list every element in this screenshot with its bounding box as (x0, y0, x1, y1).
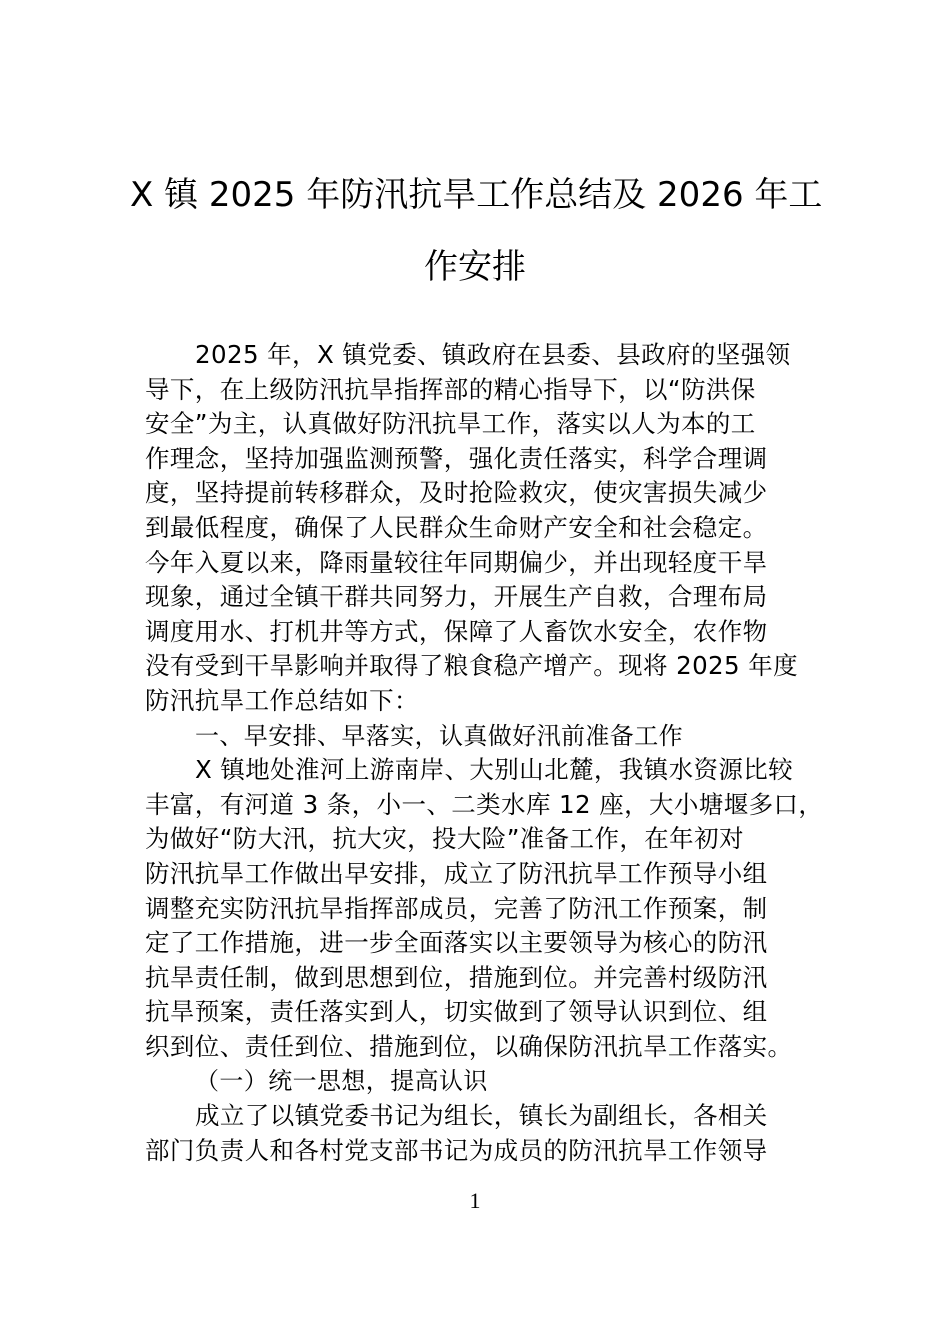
body-line: 安全”为主，认真做好防汛抗旱工作，落实以人为本的工 (145, 409, 756, 439)
body-line: 定了工作措施，进一步全面落实以主要领导为核心的防汛 (145, 928, 768, 958)
body-line: 防汛抗旱工作总结如下： (145, 685, 419, 715)
body-line: 没有受到干旱影响并取得了粮食稳产增产。现将 2025 年度 (145, 651, 799, 681)
body-line: 织到位、责任到位、措施到位，以确保防汛抗旱工作落实。 (145, 1031, 793, 1061)
page-number: 1 (469, 1188, 481, 1213)
body-line: 抗旱责任制，做到思想到位，措施到位。并完善村级防汛 (145, 962, 768, 992)
body-line: 调整充实防汛抗旱指挥部成员，完善了防汛工作预案，制 (145, 893, 768, 923)
section-heading: 一、早安排、早落实，认真做好汛前准备工作 (195, 721, 683, 750)
body-line: 现象，通过全镇干群共同努力，开展生产自救，合理布局 (145, 582, 768, 612)
body-line: 导下，在上级防汛抗旱指挥部的精心指导下，以“防洪保 (145, 374, 756, 404)
body-line: X 镇地处淮河上游南岸、大别山北麓，我镇水资源比较 (195, 755, 794, 785)
body-line: 作理念，坚持加强监测预警，强化责任落实，科学合理调 (145, 443, 768, 473)
body-line: 防汛抗旱工作做出早安排，成立了防汛抗旱工作预导小组 (145, 858, 768, 888)
document-title-line-2: 作安排 (424, 247, 526, 287)
document-body (145, 338, 835, 1168)
body-line: 部门负责人和各村党支部书记为成员的防汛抗旱工作领导 (145, 1135, 768, 1165)
subsection-heading: （一）统一思想，提高认识 (195, 1067, 488, 1096)
body-line: 今年入夏以来，降雨量较往年同期偏少，并出现轻度干旱 (145, 547, 768, 577)
document-title-line-1: X 镇 2025 年防汛抗旱工作总结及 2026 年工 (130, 175, 823, 215)
body-line: 调度用水、打机井等方式，保障了人畜饮水安全，农作物 (145, 616, 768, 646)
body-line: 到最低程度，确保了人民群众生命财产安全和社会稳定。 (145, 512, 768, 542)
body-line: 成立了以镇党委书记为组长，镇长为副组长，各相关 (195, 1101, 768, 1131)
body-line: 2025 年，X 镇党委、镇政府在县委、县政府的坚强领 (195, 340, 791, 369)
body-line: 度，坚持提前转移群众，及时抢险救灾，使灾害损失减少 (145, 478, 768, 508)
body-line: 为做好“防大汛，抗大灾，投大险”准备工作，在年初对 (145, 824, 744, 854)
body-line: 抗旱预案，责任落实到人，切实做到了领导认识到位、组 (145, 997, 768, 1027)
body-line: 丰富，有河道 3 条，小一、二类水库 12 座，大小塘堰多口， (145, 789, 824, 819)
